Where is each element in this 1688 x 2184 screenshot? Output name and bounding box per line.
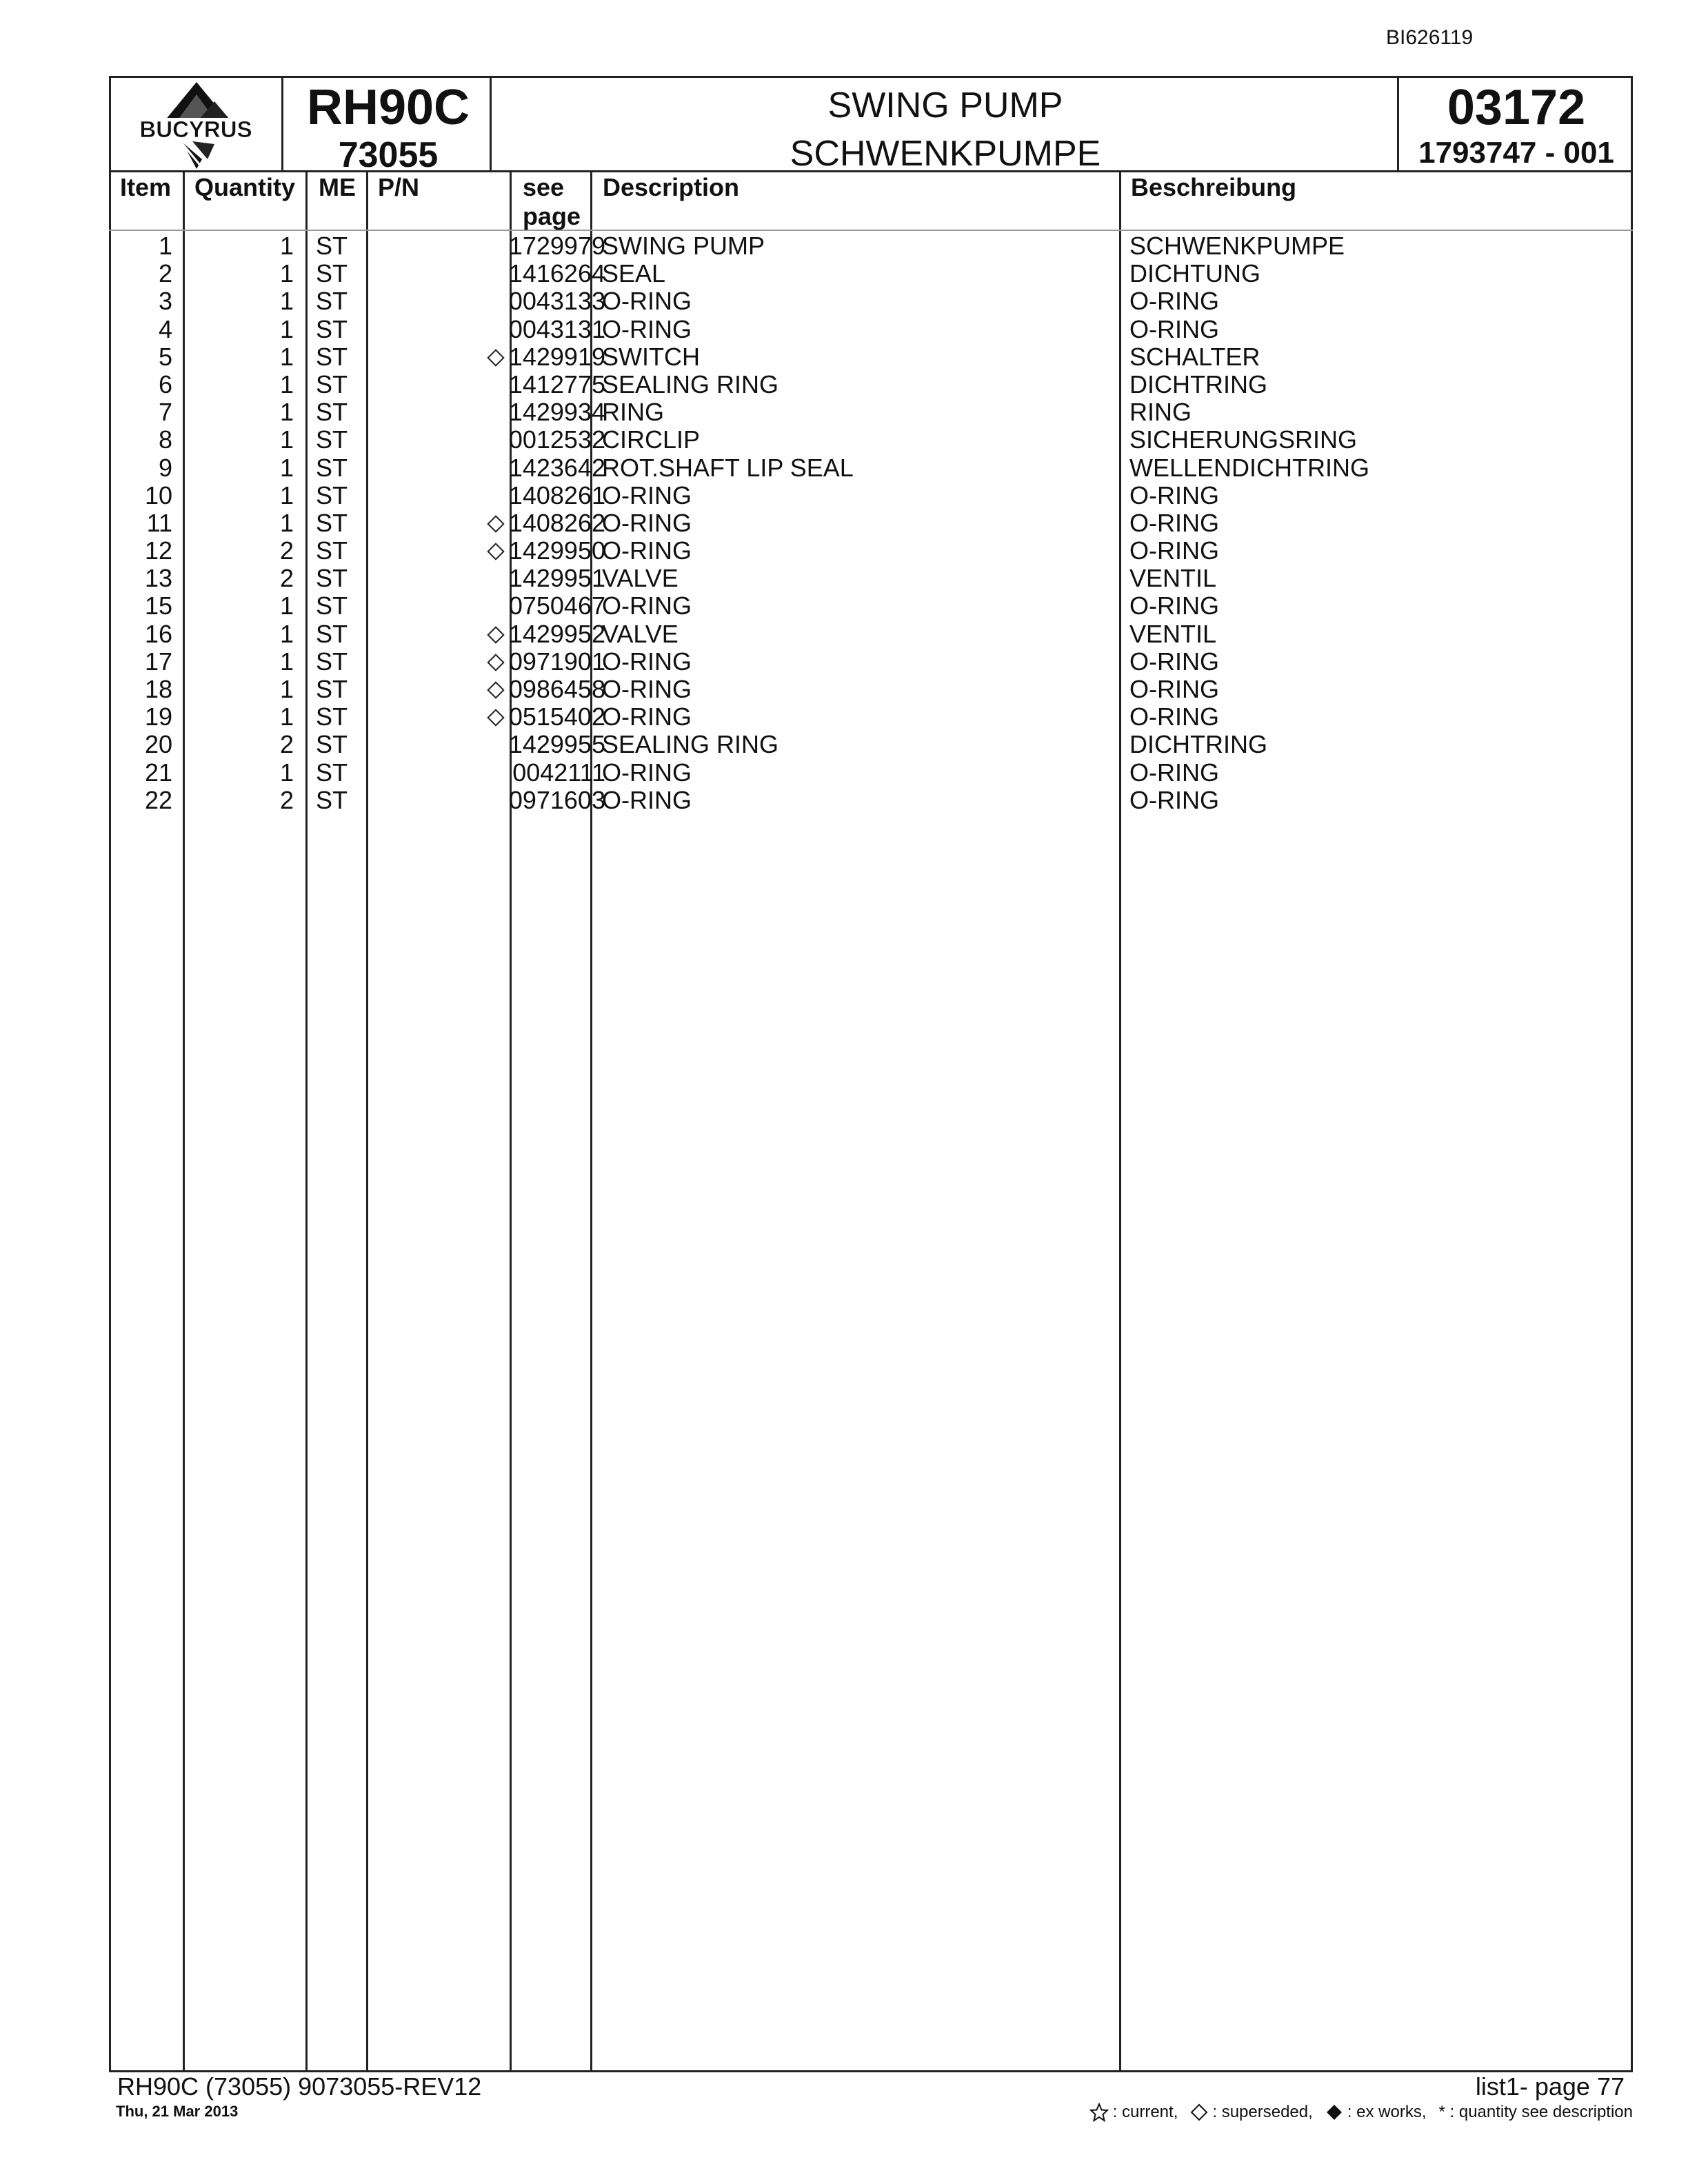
quantity: 1 (279, 342, 294, 371)
beschreibung: O-RING (1129, 702, 1219, 731)
description: O-RING (602, 675, 692, 703)
beschreibung: O-RING (1129, 675, 1219, 703)
description: O-RING (602, 508, 692, 537)
part-number (378, 648, 605, 676)
item-number: 7 (158, 398, 172, 427)
header-box (109, 76, 1633, 175)
table-row (109, 287, 1633, 315)
model-name: RH90C (306, 80, 470, 135)
column-header-item: Item (120, 173, 172, 201)
table-row (109, 260, 1633, 287)
part-number (378, 287, 605, 315)
diamond-outline-icon (1190, 2103, 1208, 2121)
document-id: BI626119 (1386, 26, 1474, 49)
unit-of-measure: ST (316, 508, 348, 537)
table-row (109, 565, 1633, 592)
quantity: 1 (279, 425, 294, 454)
part-number (378, 676, 605, 703)
quantity: 1 (279, 508, 294, 537)
unit-of-measure: ST (316, 702, 348, 731)
unit-of-measure: ST (316, 287, 348, 316)
description: O-RING (602, 592, 692, 620)
description: SEALING RING (602, 730, 779, 759)
description: SWITCH (602, 342, 700, 371)
part-number (378, 565, 605, 592)
footer-document-ref: RH90C (73055) 9073055-REV12 (117, 2072, 482, 2101)
description: O-RING (602, 536, 692, 565)
column-header-see: see (523, 173, 565, 201)
item-number: 2 (158, 259, 172, 288)
table-row (109, 482, 1633, 509)
quantity: 1 (279, 259, 294, 288)
item-number: 20 (144, 730, 172, 759)
part-number-text: 1429919 (508, 342, 605, 371)
part-number (378, 620, 605, 648)
description: RING (602, 398, 664, 427)
legend-current-label: : current, (1112, 2103, 1178, 2121)
description: CIRCLIP (602, 425, 701, 454)
bucyrus-logo (111, 78, 283, 170)
part-number-text: 1416264 (508, 259, 605, 288)
quantity: 1 (279, 398, 294, 427)
part-number-text: 1429955 (508, 730, 605, 759)
item-number: 3 (158, 287, 172, 316)
item-number: 11 (146, 508, 172, 537)
beschreibung: SICHERUNGSRING (1129, 425, 1358, 454)
part-number-text: 0042111 (512, 758, 605, 787)
star-outline-icon (1089, 2103, 1109, 2122)
unit-of-measure: ST (316, 453, 348, 482)
svg-text:BUCYRUS: BUCYRUS (139, 117, 252, 142)
legend-ex-works-label: : ex works, (1347, 2103, 1427, 2121)
assembly-number: 1793747 - 001 (1418, 136, 1614, 170)
superseded-diamond-icon (487, 681, 504, 698)
part-number-text: 1423642 (508, 453, 605, 482)
quantity: 1 (279, 619, 294, 648)
part-number (378, 509, 605, 537)
description: VALVE (602, 564, 679, 593)
table-row (109, 592, 1633, 620)
part-number (378, 703, 605, 731)
quantity: 2 (279, 564, 294, 593)
description: O-RING (602, 758, 692, 787)
beschreibung: VENTIL (1129, 564, 1217, 593)
part-number-text: 1429952 (508, 619, 605, 648)
item-number: 9 (158, 453, 172, 482)
quantity: 2 (279, 730, 294, 759)
unit-of-measure: ST (316, 398, 348, 427)
column-header-page: page (523, 202, 581, 230)
table-row (109, 787, 1633, 814)
quantity: 1 (279, 232, 294, 260)
item-number: 21 (144, 758, 172, 787)
table-body (109, 232, 1633, 814)
quantity: 1 (279, 481, 294, 509)
beschreibung: O-RING (1129, 647, 1219, 676)
table-row (109, 703, 1633, 731)
model-number: 73055 (338, 135, 439, 175)
title-english: SWING PUMP (827, 85, 1063, 125)
table-row (109, 343, 1633, 371)
superseded-diamond-icon (487, 626, 504, 643)
description: O-RING (602, 647, 692, 676)
quantity: 1 (279, 702, 294, 731)
column-header-beschreibung: Beschreibung (1131, 173, 1297, 201)
unit-of-measure: ST (316, 370, 348, 398)
part-number-text: 1429951 (508, 564, 605, 593)
unit-of-measure: ST (316, 314, 348, 343)
part-number-text: 0971603 (508, 785, 605, 814)
legend (1081, 2103, 1633, 2122)
part-number (378, 731, 605, 758)
quantity: 2 (279, 785, 294, 814)
part-number (378, 592, 605, 620)
beschreibung: SCHWENKPUMPE (1129, 232, 1345, 260)
part-number (378, 482, 605, 509)
part-number (378, 454, 605, 482)
column-header-quantity: Quantity (194, 173, 296, 201)
superseded-diamond-icon (487, 349, 504, 366)
item-number: 4 (158, 314, 172, 343)
description: O-RING (602, 287, 692, 316)
part-number (378, 232, 605, 260)
part-number-text: 0515402 (508, 702, 605, 731)
unit-of-measure: ST (316, 342, 348, 371)
item-number: 6 (158, 370, 172, 398)
beschreibung: DICHTRING (1129, 730, 1267, 759)
diamond-filled-icon (1325, 2103, 1343, 2121)
beschreibung: O-RING (1129, 287, 1219, 316)
part-number (378, 260, 605, 287)
item-number: 5 (158, 342, 172, 371)
unit-of-measure: ST (316, 564, 348, 593)
unit-of-measure: ST (316, 730, 348, 759)
description: SEAL (602, 259, 666, 288)
item-number: 13 (144, 564, 172, 593)
superseded-diamond-icon (487, 543, 504, 560)
beschreibung: DICHTRING (1129, 370, 1267, 398)
beschreibung: O-RING (1129, 758, 1219, 787)
table-row (109, 426, 1633, 454)
beschreibung: DICHTUNG (1129, 259, 1260, 288)
part-number-text: 0043131 (508, 314, 605, 343)
column-header-me: ME (319, 173, 356, 201)
item-number: 8 (158, 425, 172, 454)
beschreibung: O-RING (1129, 481, 1219, 509)
column-header-description: Description (603, 173, 740, 201)
beschreibung: O-RING (1129, 785, 1219, 814)
part-number-text: 1429950 (508, 536, 605, 565)
superseded-diamond-icon (487, 654, 504, 671)
unit-of-measure: ST (316, 425, 348, 454)
part-number-text: 0986458 (508, 675, 605, 703)
part-number-text: 0043133 (508, 287, 605, 316)
column-header-pn: P/N (378, 173, 420, 201)
part-number-text: 1729979 (508, 232, 605, 260)
unit-of-measure: ST (316, 232, 348, 260)
quantity: 1 (279, 592, 294, 620)
item-number: 22 (144, 785, 172, 814)
title-german: SCHWENKPUMPE (790, 134, 1101, 174)
part-number-text: 0971901 (508, 647, 605, 676)
item-number: 15 (144, 592, 172, 620)
part-number (378, 343, 605, 371)
item-number: 19 (144, 702, 172, 731)
description: SWING PUMP (602, 232, 765, 260)
beschreibung: WELLENDICHTRING (1129, 453, 1370, 482)
legend-superseded (1190, 2103, 1312, 2122)
footer-date: Thu, 21 Mar 2013 (116, 2103, 239, 2120)
quantity: 1 (279, 370, 294, 398)
quantity: 1 (279, 314, 294, 343)
table-row (109, 676, 1633, 703)
part-number (378, 787, 605, 814)
unit-of-measure: ST (316, 481, 348, 509)
legend-current (1089, 2103, 1178, 2122)
part-number-text: 1408262 (508, 508, 605, 537)
unit-of-measure: ST (316, 619, 348, 648)
part-number (378, 316, 605, 343)
table-row (109, 620, 1633, 648)
unit-of-measure: ST (316, 259, 348, 288)
unit-of-measure: ST (316, 758, 348, 787)
description: ROT.SHAFT LIP SEAL (602, 453, 854, 482)
item-number: 18 (144, 675, 172, 703)
table-row (109, 537, 1633, 565)
item-number: 17 (144, 647, 172, 676)
part-number-text: 0750467 (508, 592, 605, 620)
quantity: 1 (279, 453, 294, 482)
beschreibung: O-RING (1129, 314, 1219, 343)
description: O-RING (602, 702, 692, 731)
item-number: 16 (144, 619, 172, 648)
part-number (378, 371, 605, 398)
table-row (109, 316, 1633, 343)
table-row (109, 648, 1633, 676)
table-row (109, 759, 1633, 787)
legend-quantity-label: * : quantity see description (1438, 2103, 1633, 2121)
table-row (109, 232, 1633, 260)
group-number: 03172 (1447, 80, 1586, 135)
quantity: 1 (279, 647, 294, 676)
beschreibung: VENTIL (1129, 619, 1217, 648)
beschreibung: RING (1129, 398, 1192, 427)
superseded-diamond-icon (487, 515, 504, 532)
part-number-text: 1429934 (508, 398, 605, 427)
quantity: 1 (279, 675, 294, 703)
unit-of-measure: ST (316, 675, 348, 703)
description: O-RING (602, 785, 692, 814)
unit-of-measure: ST (316, 536, 348, 565)
table-row (109, 371, 1633, 398)
beschreibung: SCHALTER (1129, 342, 1260, 371)
item-number: 12 (144, 536, 172, 565)
legend-ex-works (1325, 2103, 1427, 2122)
beschreibung: O-RING (1129, 592, 1219, 620)
table-row (109, 398, 1633, 426)
logo-mark-icon (111, 78, 281, 170)
table-row (109, 454, 1633, 482)
legend-quantity (1439, 2103, 1634, 2122)
item-number: 10 (144, 481, 172, 509)
quantity: 1 (279, 758, 294, 787)
part-number (378, 398, 605, 426)
beschreibung: O-RING (1129, 508, 1219, 537)
quantity: 2 (279, 536, 294, 565)
quantity: 1 (279, 287, 294, 316)
unit-of-measure: ST (316, 647, 348, 676)
description: O-RING (602, 314, 692, 343)
part-number (378, 759, 605, 787)
beschreibung: O-RING (1129, 536, 1219, 565)
item-number: 1 (158, 232, 172, 260)
legend-superseded-label: : superseded, (1212, 2103, 1313, 2121)
unit-of-measure: ST (316, 592, 348, 620)
description: VALVE (602, 619, 679, 648)
footer-page: list1- page 77 (1475, 2072, 1625, 2101)
table-row (109, 731, 1633, 758)
unit-of-measure: ST (316, 785, 348, 814)
superseded-diamond-icon (487, 709, 504, 726)
part-number-text: 1408261 (508, 481, 605, 509)
table-row (109, 509, 1633, 537)
part-number-text: 1412775 (508, 370, 605, 398)
part-number (378, 537, 605, 565)
table-header-rule (109, 230, 1633, 231)
description: SEALING RING (602, 370, 779, 398)
part-number-text: 0012532 (508, 425, 605, 454)
description: O-RING (602, 481, 692, 509)
part-number (378, 426, 605, 454)
